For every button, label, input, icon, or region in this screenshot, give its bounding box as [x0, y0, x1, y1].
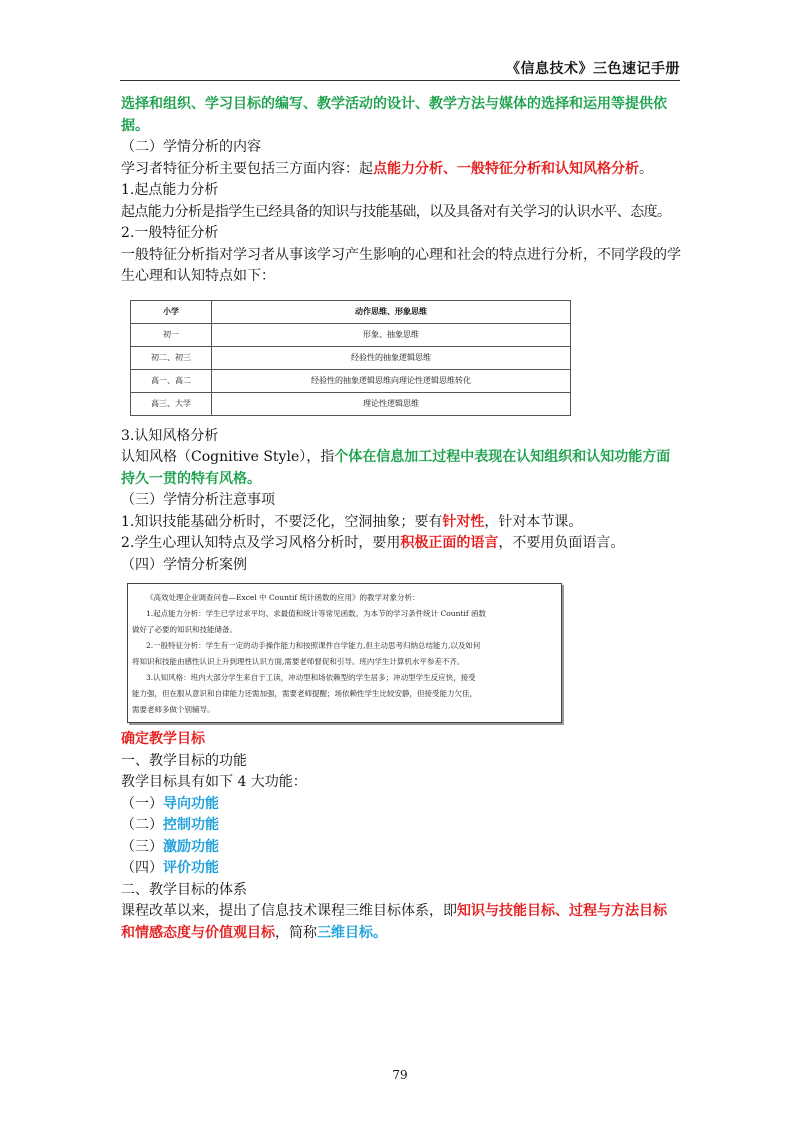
case-paragraph-2: 2.一般特征分析：学生有一定的动手操作能力和按照课件自学能力,但主动思考归纳总结能力,以及如何: [146, 641, 481, 650]
table-cell-thinking: 经验性的抽象逻辑思维: [212, 346, 571, 369]
goal-section-title-system: 二、教学目标的体系: [121, 881, 247, 898]
note-1: 1.知识技能基础分析时，不要泛化，空洞抽象；要有针对性，针对本节课。: [121, 513, 583, 530]
function-item: （三）激励功能: [121, 838, 219, 855]
table-row: [131, 323, 571, 346]
table-row: [131, 369, 571, 392]
table-cell-thinking: 经验性的抽象逻辑思维向理论性逻辑思维转化: [212, 369, 571, 392]
header-divider: [120, 80, 680, 81]
item-title-general-features: 2.一般特征分析: [121, 225, 219, 241]
section-title-case: （四）学情分析案例: [121, 556, 247, 573]
case-paragraph-2-cont: 将知识和技能由感性认识上升到理性认识方面,需要老师督促和引导。班内学生计算机水平参差不齐。: [132, 657, 465, 666]
case-paragraph-3-cont: 能力强，但在服从意识和自律能力还需加强，需要老师提醒；场依赖性学生比较安静，但接受能力欠佳，: [132, 689, 477, 698]
note-2: 2.学生心理认知特点及学习风格分析时，要用积极正面的语言，不要用负面语言。: [121, 535, 625, 551]
learner-analysis-desc: 学习者特征分析主要包括三方面内容：起点能力分析、一般特征分析和认知风格分析。: [121, 160, 653, 177]
item-desc-cognitive-style: 认知风格（Cognitive Style），指个体在信息加工过程中表现在认知组织和认知功能方面 持久一贯的特有风格。: [121, 449, 671, 487]
intro-text: 选择和组织、学习目标的编写、教学活动的设计、教学方法与媒体的选择和运用等提供依 据。: [121, 96, 667, 134]
case-paragraph-3: 3.认知风格：班内大部分学生来自于工读，冲动型和场依赖型的学生居多；冲动型学生反应快，接受: [146, 673, 476, 682]
item-title-cognitive-style: 3.认知风格分析: [121, 427, 219, 444]
case-title: 《高效处理企业调查问卷—Excel 中 Countif 统计函数的应用》的教学对象分析：: [146, 593, 420, 602]
table-row: [131, 392, 571, 415]
section-title-learner-analysis: （二）学情分析的内容: [121, 139, 261, 155]
item-desc-general-features: 一般特征分析指对学习者从事该学习产生影响的心理和社会的特点进行分析，不同学段的学 生心理和认知特点如下：: [121, 246, 681, 284]
case-paragraph-3-cont2: 需要老师多做个别辅导。: [132, 705, 215, 714]
function-item: （四）评价功能: [121, 860, 219, 876]
table-cell-thinking: 理论性逻辑思维: [212, 392, 571, 415]
page-number: 79: [392, 1068, 408, 1082]
section-title-notes: （三）学情分析注意事项: [121, 492, 275, 508]
table-row: [131, 300, 571, 323]
function-item: （二）控制功能: [121, 817, 219, 833]
page-header: 《信息技术》三色速记手册: [506, 61, 680, 77]
table-cell-stage: 初二、初三: [131, 346, 212, 369]
case-paragraph-1: 1.起点能力分析：学生已学过求平均、求最值和统计等常见函数。为本节的学习条件统计 Countif 函数: [146, 609, 487, 618]
table-cell-thinking: 动作思维、形象思维: [212, 300, 571, 323]
case-paragraph-1-cont: 做好了必要的知识和技能储备。: [132, 625, 237, 634]
table-cell-stage: 高一、高二: [131, 369, 212, 392]
goal-system-desc: 课程改革以来，提出了信息技术课程三维目标体系，即知识与技能目标、过程与方法目标 和情感态度与价值观目标，简称三维目标。: [121, 903, 667, 941]
table-row: [131, 346, 571, 369]
item-title-starting-ability: 1.起点能力分析: [121, 182, 219, 198]
item-desc-starting-ability: 起点能力分析是指学生已经具备的知识与技能基础，以及具备对有关学习的认识水平、态度。: [121, 203, 671, 220]
case-study-box: [127, 583, 562, 723]
table-cell-stage: 小学: [131, 300, 212, 323]
thinking-stage-table: [130, 300, 571, 416]
page-content: [121, 94, 681, 944]
goal-heading: 确定教学目标: [121, 731, 205, 747]
table-cell-stage: 初一: [131, 323, 212, 346]
table-cell-thinking: 形象、抽象思维: [212, 323, 571, 346]
table-cell-stage: 高三、大学: [131, 392, 212, 415]
function-item: （一）导向功能: [121, 795, 219, 812]
goal-section-title-functions: 一、教学目标的功能: [121, 752, 247, 769]
goal-functions-desc: 教学目标具有如下 4 大功能：: [121, 774, 307, 790]
